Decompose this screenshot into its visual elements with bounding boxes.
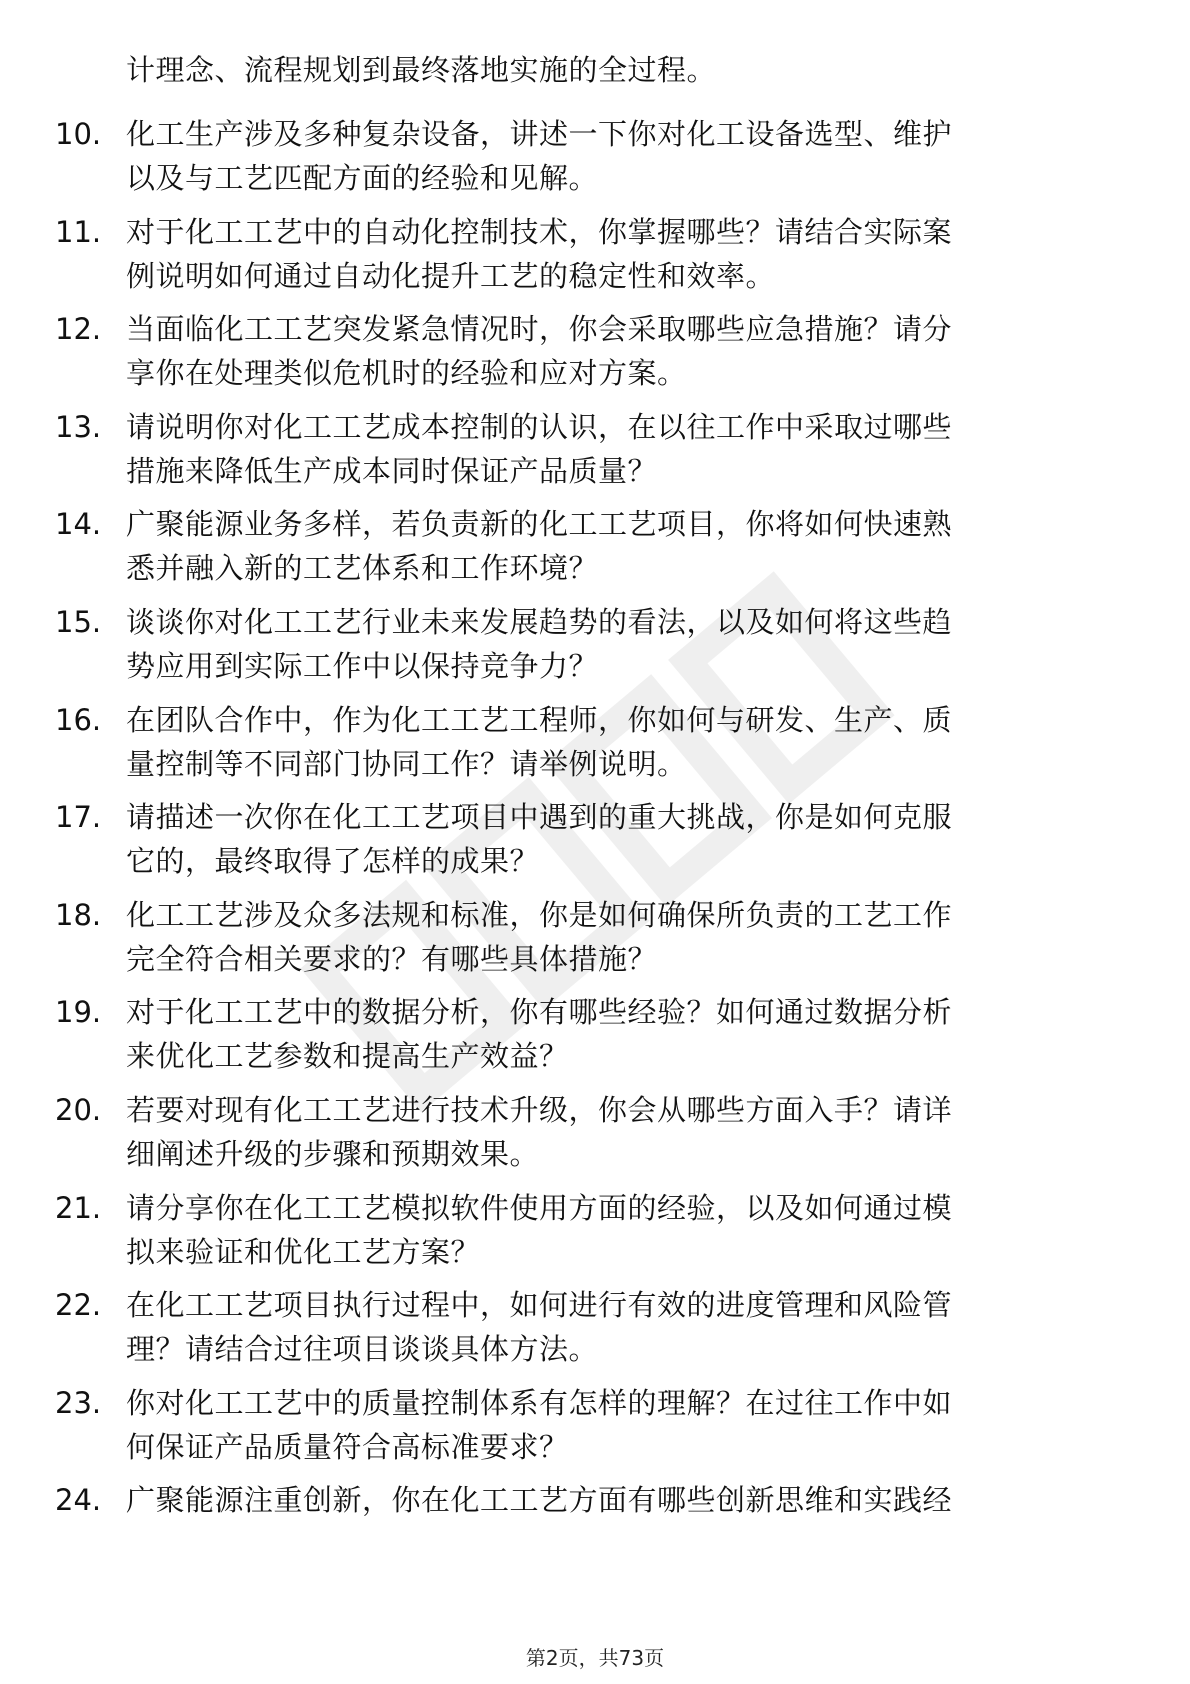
question-line: 何保证产品质量符合高标准要求？ [126, 1429, 569, 1464]
question-line: 你对化工工艺中的质量控制体系有怎样的理解？在过往工作中如 [126, 1385, 953, 1420]
question-line: 来优化工艺参数和提高生产效益？ [126, 1039, 569, 1074]
question-item [0, 893, 1190, 991]
continuation-text: 计理念、流程规划到最终落地实施的全过程。 [126, 53, 717, 87]
question-text [126, 307, 1116, 395]
question-text [126, 1088, 1116, 1176]
question-line: 享你在处理类似危机时的经验和应对方案。 [126, 356, 687, 391]
question-number: 19. [55, 995, 102, 1030]
question-text [126, 698, 1116, 786]
question-text [126, 990, 1116, 1078]
question-line: 广聚能源业务多样，若负责新的化工工艺项目，你将如何快速熟 [126, 507, 953, 542]
question-text [126, 600, 1116, 688]
question-line: 谈谈你对化工工艺行业未来发展趋势的看法，以及如何将这些趋 [126, 604, 953, 639]
question-item [0, 698, 1190, 796]
question-line: 请描述一次你在化工工艺项目中遇到的重大挑战，你是如何克服 [126, 800, 953, 835]
question-item [0, 795, 1190, 893]
question-item [0, 1186, 1190, 1284]
question-item [0, 210, 1190, 308]
question-text [126, 405, 1116, 493]
question-number: 21. [55, 1190, 102, 1225]
question-line: 对于化工工艺中的自动化控制技术，你掌握哪些？请结合实际案 [126, 214, 953, 249]
question-item [0, 1478, 1190, 1576]
question-number: 11. [55, 214, 102, 249]
question-text [126, 1478, 1116, 1522]
question-line: 化工工艺涉及众多法规和标准，你是如何确保所负责的工艺工作 [126, 897, 953, 932]
question-item [0, 307, 1190, 405]
question-line: 理？请结合过往项目谈谈具体方法。 [126, 1332, 599, 1367]
question-line: 细阐述升级的步骤和预期效果。 [126, 1136, 540, 1171]
question-text [126, 210, 1116, 298]
question-number: 24. [55, 1483, 102, 1518]
question-line: 措施来降低生产成本同时保证产品质量？ [126, 453, 658, 488]
question-number: 16. [55, 702, 102, 737]
question-text [126, 893, 1116, 981]
question-item [0, 502, 1190, 600]
question-item [0, 600, 1190, 698]
question-line: 请分享你在化工工艺模拟软件使用方面的经验，以及如何通过模 [126, 1190, 953, 1225]
question-item [0, 405, 1190, 503]
question-line: 悉并融入新的工艺体系和工作环境？ [126, 551, 599, 586]
question-line: 例说明如何通过自动化提升工艺的稳定性和效率。 [126, 258, 776, 293]
question-text [126, 1283, 1116, 1371]
page-footer: 第2页，共73页 [525, 1646, 665, 1670]
question-line: 化工生产涉及多种复杂设备，讲述一下你对化工设备选型、维护 [126, 117, 953, 151]
question-number: 14. [55, 507, 102, 542]
question-text [126, 112, 1116, 200]
question-line: 势应用到实际工作中以保持竞争力？ [126, 648, 599, 683]
question-text [126, 1186, 1116, 1274]
question-line: 在化工工艺项目执行过程中，如何进行有效的进度管理和风险管 [126, 1288, 953, 1323]
question-text [126, 795, 1116, 883]
question-number: 20. [55, 1092, 102, 1127]
question-item [0, 1088, 1190, 1186]
question-number: 15. [55, 604, 102, 639]
question-text [126, 1381, 1116, 1469]
question-line: 完全符合相关要求的？有哪些具体措施？ [126, 941, 658, 976]
question-line: 若要对现有化工工艺进行技术升级，你会从哪些方面入手？请详 [126, 1092, 953, 1127]
question-item [0, 112, 1190, 210]
question-item [0, 1283, 1190, 1381]
question-line: 在团队合作中，作为化工工艺工程师，你如何与研发、生产、质 [126, 702, 953, 737]
question-number: 10. [55, 117, 102, 151]
question-line: 它的，最终取得了怎样的成果？ [126, 844, 540, 879]
question-list [0, 112, 1190, 1576]
question-text [126, 502, 1116, 590]
question-number: 13. [55, 409, 102, 444]
question-line: 对于化工工艺中的数据分析，你有哪些经验？如何通过数据分析 [126, 995, 953, 1030]
question-number: 18. [55, 897, 102, 932]
question-number: 12. [55, 312, 102, 347]
question-number: 23. [55, 1385, 102, 1420]
question-item [0, 1381, 1190, 1479]
question-item [0, 990, 1190, 1088]
question-line: 广聚能源注重创新，你在化工工艺方面有哪些创新思维和实践经 [126, 1483, 953, 1518]
question-number: 22. [55, 1288, 102, 1323]
question-line: 请说明你对化工工艺成本控制的认识，在以往工作中采取过哪些 [126, 409, 953, 444]
question-line: 当面临化工工艺突发紧急情况时，你会采取哪些应急措施？请分 [126, 312, 953, 347]
question-line: 量控制等不同部门协同工作？请举例说明。 [126, 746, 687, 781]
question-line: 拟来验证和优化工艺方案？ [126, 1234, 481, 1269]
question-line: 以及与工艺匹配方面的经验和见解。 [126, 161, 599, 195]
question-number: 17. [55, 800, 102, 835]
